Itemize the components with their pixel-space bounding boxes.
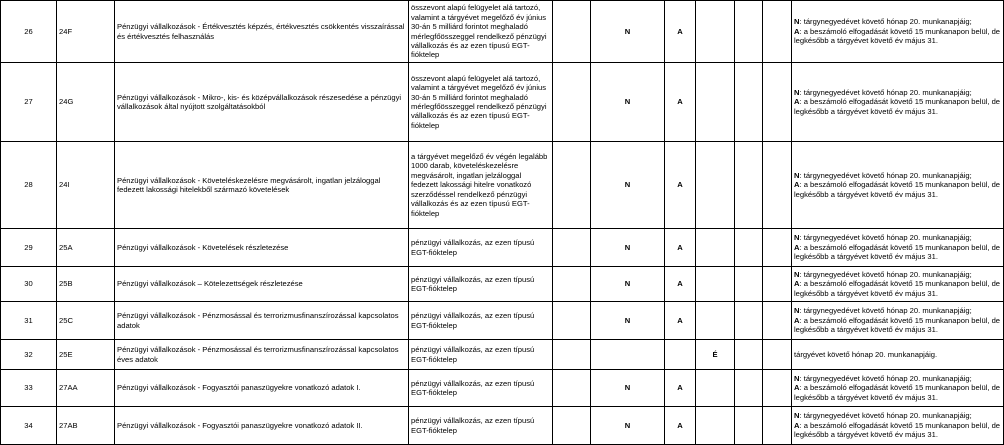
frequency-flag-4: [735, 142, 763, 229]
deadline-line: [794, 233, 1001, 242]
frequency-flag-2: A: [665, 229, 696, 267]
deadline-cell: [792, 407, 1004, 445]
deadline-text: : a beszámoló elfogadását követő 15 munkanapon belül, de legkésőbb a tárgyévet követő év május 31.: [794, 242, 1001, 262]
frequency-flag-4: [735, 407, 763, 445]
frequency-flag-1: N: [591, 267, 665, 302]
frequency-flag-4: [735, 229, 763, 267]
frequency-flag-2: A: [665, 302, 696, 340]
deadline-key: N: [794, 170, 800, 180]
frequency-flag-3: [696, 370, 735, 407]
deadline-text: : tárgynegyedévet követő hónap 20. munkanapjáig;: [799, 306, 972, 316]
deadline-line: [794, 316, 1001, 335]
deadline-text: : a beszámoló elfogadását követő 15 munkanapon belül, de legkésőbb a tárgyévet követő év május 31.: [794, 180, 1001, 199]
form-title: Pénzügyi vállalkozások - Mikro-, kis- és középvállalkozások részesedése a pénzügyi vállalkozások által nyújtott szolgáltatásokból: [115, 63, 409, 142]
row-number: 32: [1, 340, 57, 370]
deadline-text: : tárgynegyedévet követő hónap 20. munkanapjáig;: [799, 87, 972, 97]
frequency-flag-2: A: [665, 407, 696, 445]
deadline-text: : tárgynegyedévet követő hónap 20. munkanapjáig;: [799, 170, 972, 180]
deadline-key: A: [794, 97, 800, 107]
row-number: 30: [1, 267, 57, 302]
frequency-flag-4: [735, 370, 763, 407]
frequency-flag-3: [696, 142, 735, 229]
deadline-line: [794, 350, 1001, 359]
empty-cell: [553, 63, 591, 142]
deadline-text: : tárgynegyedévet követő hónap 20. munkanapjáig;: [799, 411, 972, 421]
form-code: 25E: [57, 340, 115, 370]
empty-cell: [553, 370, 591, 407]
empty-cell: [553, 340, 591, 370]
frequency-flag-1: [591, 340, 665, 370]
frequency-flag-1: N: [591, 407, 665, 445]
deadline-line: [794, 171, 1001, 180]
frequency-flag-1: N: [591, 370, 665, 407]
deadline-line: [794, 88, 1001, 97]
form-title: Pénzügyi vállalkozások - Fogyasztói panaszügyekre vonatkozó adatok I.: [115, 370, 409, 407]
row-number: 33: [1, 370, 57, 407]
deadline-key: N: [794, 411, 800, 421]
empty-cell: [763, 229, 792, 267]
form-title: Pénzügyi vállalkozások - Követeléskezelésre megvásárolt, ingatlan jelzáloggal fedezett lakossági hitelekből származó követelések: [115, 142, 409, 229]
frequency-flag-4: [735, 340, 763, 370]
deadline-key: A: [794, 420, 800, 430]
empty-cell: [553, 302, 591, 340]
reporting-scope: pénzügyi vállalkozás, az ezen típusú EGT-fióktelep: [409, 407, 553, 445]
empty-cell: [553, 407, 591, 445]
deadline-cell: [792, 229, 1004, 267]
deadline-key: A: [794, 383, 800, 393]
deadline-line: [794, 411, 1001, 420]
deadline-text: : a beszámoló elfogadását követő 15 munkanapon belül, de legkésőbb a tárgyévet követő év május 31.: [794, 26, 1001, 46]
frequency-flag-1: N: [591, 142, 665, 229]
frequency-flag-1: N: [591, 1, 665, 63]
form-title: Pénzügyi vállalkozások - Követelések részletezése: [115, 229, 409, 267]
row-number: 31: [1, 302, 57, 340]
table-body: [1, 1, 1004, 445]
table-row: [1, 1, 1004, 63]
deadline-line: [794, 270, 1001, 279]
deadline-cell: [792, 63, 1004, 142]
deadline-line: [794, 421, 1001, 440]
table-row: [1, 340, 1004, 370]
table-row: [1, 267, 1004, 302]
frequency-flag-1: N: [591, 229, 665, 267]
deadline-cell: [792, 1, 1004, 63]
table-row: [1, 407, 1004, 445]
frequency-flag-1: N: [591, 63, 665, 142]
form-title: Pénzügyi vállalkozások - Pénzmosással és terrorizmusfinanszírozással kapcsolatos éves adatok: [115, 340, 409, 370]
form-code: 25A: [57, 229, 115, 267]
deadline-key: A: [794, 242, 800, 252]
empty-cell: [763, 267, 792, 302]
frequency-flag-3: É: [696, 340, 735, 370]
frequency-flag-3: [696, 63, 735, 142]
empty-cell: [553, 229, 591, 267]
frequency-flag-3: [696, 1, 735, 63]
form-code: 24G: [57, 63, 115, 142]
row-number: 34: [1, 407, 57, 445]
form-code: 25C: [57, 302, 115, 340]
reporting-scope: összevont alapú felügyelet alá tartozó, valamint a tárgyévet megelőző év június 30-án 5 milliárd forintot meghaladó mérlegfőösszeggel rendelkező pénzügyi vállalkozás és az ezen típusú EGT-fióktelep: [409, 63, 553, 142]
form-code: 27AA: [57, 370, 115, 407]
reporting-scope: pénzügyi vállalkozás, az ezen típusú EGT-fióktelep: [409, 340, 553, 370]
frequency-flag-3: [696, 267, 735, 302]
deadline-key: N: [794, 233, 800, 243]
deadline-key: N: [794, 87, 800, 97]
reporting-scope: pénzügyi vállalkozás, az ezen típusú EGT-fióktelep: [409, 267, 553, 302]
form-code: 24F: [57, 1, 115, 63]
empty-cell: [763, 63, 792, 142]
frequency-flag-4: [735, 267, 763, 302]
deadline-cell: [792, 340, 1004, 370]
row-number: 26: [1, 1, 57, 63]
frequency-flag-2: A: [665, 63, 696, 142]
deadline-text: : a beszámoló elfogadását követő 15 munkanapon belül, de legkésőbb a tárgyévet követő év május 31.: [794, 383, 1001, 402]
form-title: Pénzügyi vállalkozások – Kötelezettségek részletezése: [115, 267, 409, 302]
frequency-flag-4: [735, 1, 763, 63]
frequency-flag-4: [735, 63, 763, 142]
deadline-line: [794, 279, 1001, 298]
form-title: Pénzügyi vállalkozások - Fogyasztói panaszügyekre vonatkozó adatok II.: [115, 407, 409, 445]
deadline-line: [794, 27, 1001, 46]
row-number: 28: [1, 142, 57, 229]
form-title: Pénzügyi vállalkozások - Pénzmosással és terrorizmusfinanszírozással kapcsolatos adatok: [115, 302, 409, 340]
row-number: 27: [1, 63, 57, 142]
reporting-scope: pénzügyi vállalkozás, az ezen típusú EGT-fióktelep: [409, 370, 553, 407]
form-title: Pénzügyi vállalkozások - Értékvesztés képzés, értékvesztés csökkentés visszaírással és értékvesztés felhasználás: [115, 1, 409, 63]
frequency-flag-1: N: [591, 302, 665, 340]
frequency-flag-2: [665, 340, 696, 370]
empty-cell: [553, 267, 591, 302]
frequency-flag-2: A: [665, 142, 696, 229]
deadline-text: : tárgynegyedévet követő hónap 20. munkanapjáig;: [799, 17, 972, 27]
table-row: [1, 370, 1004, 407]
empty-cell: [553, 142, 591, 229]
deadline-text: : a beszámoló elfogadását követő 15 munkanapon belül, de legkésőbb a tárgyévet követő év május 31.: [794, 420, 1001, 440]
deadline-cell: [792, 370, 1004, 407]
deadline-text: : a beszámoló elfogadását követő 15 munkanapon belül, de legkésőbb a tárgyévet követő év május 31.: [794, 279, 1001, 298]
empty-cell: [553, 1, 591, 63]
deadline-key: N: [794, 306, 800, 316]
deadline-cell: [792, 267, 1004, 302]
deadline-line: [794, 306, 1001, 315]
deadline-key: A: [794, 279, 800, 289]
table-row: [1, 63, 1004, 142]
deadline-line: [794, 180, 1001, 199]
frequency-flag-3: [696, 407, 735, 445]
deadline-line: [794, 97, 1001, 116]
deadline-key: N: [794, 17, 800, 27]
table-row: [1, 302, 1004, 340]
frequency-flag-2: A: [665, 1, 696, 63]
deadline-key: A: [794, 315, 800, 325]
form-code: 24I: [57, 142, 115, 229]
deadline-text: : tárgynegyedévet követő hónap 20. munkanapjáig;: [799, 373, 972, 383]
empty-cell: [763, 407, 792, 445]
frequency-flag-2: A: [665, 267, 696, 302]
empty-cell: [763, 370, 792, 407]
table-row: [1, 142, 1004, 229]
frequency-flag-3: [696, 229, 735, 267]
reporting-scope: pénzügyi vállalkozás, az ezen típusú EGT-fióktelep: [409, 229, 553, 267]
deadline-cell: [792, 142, 1004, 229]
frequency-flag-2: A: [665, 370, 696, 407]
form-code: 25B: [57, 267, 115, 302]
frequency-flag-3: [696, 302, 735, 340]
empty-cell: [763, 142, 792, 229]
row-number: 29: [1, 229, 57, 267]
deadline-key: A: [794, 26, 800, 36]
deadline-key: N: [794, 373, 800, 383]
deadline-line: [794, 383, 1001, 402]
deadline-text: tárgyévet követő hónap 20. munkanapjáig.: [794, 349, 938, 359]
deadline-cell: [792, 302, 1004, 340]
empty-cell: [763, 1, 792, 63]
deadline-text: : tárgynegyedévet követő hónap 20. munkanapjáig;: [799, 269, 972, 279]
empty-cell: [763, 340, 792, 370]
deadline-line: [794, 374, 1001, 383]
deadline-key: N: [794, 269, 800, 279]
table-row: [1, 229, 1004, 267]
deadline-text: : tárgynegyedévet követő hónap 20. munkanapjáig;: [799, 233, 972, 243]
reporting-scope: pénzügyi vállalkozás, az ezen típusú EGT-fióktelep: [409, 302, 553, 340]
deadline-line: [794, 243, 1001, 262]
deadline-text: : a beszámoló elfogadását követő 15 munkanapon belül, de legkésőbb a tárgyévet követő év május 31.: [794, 97, 1001, 116]
deadline-text: : a beszámoló elfogadását követő 15 munkanapon belül, de legkésőbb a tárgyévet követő év május 31.: [794, 315, 1001, 335]
reporting-scope: a tárgyévet megelőző év végén legalább 1000 darab, követeléskezelésre megvásárolt, ingatlan jelzáloggal fedezett lakossági hitelre vonatkozó szerződéssel rendelkező pénzügyi vállalkozás és az ezen típusú EGT-fióktelep: [409, 142, 553, 229]
empty-cell: [763, 302, 792, 340]
frequency-flag-4: [735, 302, 763, 340]
form-code: 27AB: [57, 407, 115, 445]
deadline-line: [794, 17, 1001, 26]
reporting-scope: összevont alapú felügyelet alá tartozó, valamint a tárgyévet megelőző év június 30-án 5 milliárd forintot meghaladó mérlegfőösszeggel rendelkező pénzügyi vállalkozás és az ezen típusú EGT-fióktelep: [409, 1, 553, 63]
deadline-key: A: [794, 180, 800, 190]
